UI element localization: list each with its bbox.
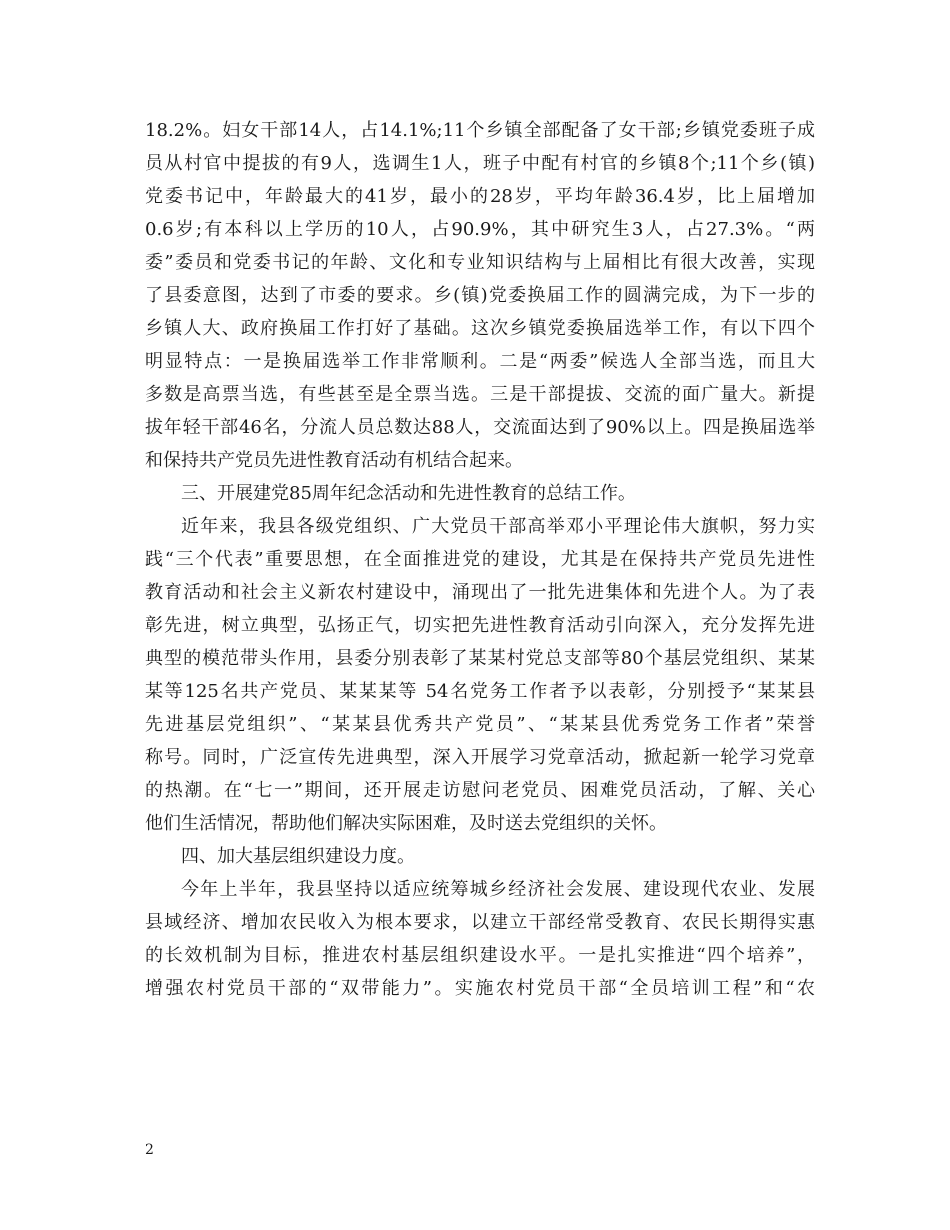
text-line: 18.2%。妇女干部14人，占14.1%;11个乡镇全部配备了女干部;乡镇党委班子成 — [145, 120, 815, 141]
text-line: 教育活动和社会主义新农村建设中，涌现出了一批先进集体和先进个人。为了表 — [145, 582, 815, 603]
text-line: 和保持共产党员先进性教育活动有机结合起来。 — [145, 450, 523, 471]
text-line: 增强农村党员干部的“双带能力”。实施农村党员干部“全员培训工程”和“农 — [145, 978, 815, 999]
text-line: 多数是高票当选，有些甚至是全票当选。三是干部提拔、交流的面广量大。新提 — [145, 384, 815, 405]
text-line: 某等125名共产党员、某某某等 54名党务工作者予以表彰，分别授予“某某县 — [145, 681, 815, 702]
text-line: 了县委意图，达到了市委的要求。乡(镇)党委换届工作的圆满完成，为下一步的 — [145, 285, 815, 306]
page-number: 2 — [145, 1142, 154, 1158]
text-line: 他们生活情况，帮助他们解决实际困难，及时送去党组织的关怀。 — [145, 813, 667, 834]
text-line: 乡镇人大、政府换届工作打好了基础。这次乡镇党委换届选举工作，有以下四个 — [145, 318, 815, 339]
text-line: 先进基层党组织”、“某某县优秀共产党员”、“某某县优秀党务工作者”荣誉 — [145, 714, 815, 735]
text-line: 拔年轻干部46名，分流人员总数达88人，交流面达到了90%以上。四是换届选举 — [145, 417, 815, 438]
text-line: 员从村官中提拔的有9人，选调生1人，班子中配有村官的乡镇8个;11个乡(镇) — [145, 153, 815, 174]
text-line: 称号。同时，广泛宣传先进典型，深入开展学习党章活动，掀起新一轮学习党章 — [145, 747, 815, 768]
document-body — [145, 114, 815, 1005]
text-line: 明显特点：一是换届选举工作非常顺利。二是“两委”候选人全部当选，而且大 — [145, 351, 815, 372]
text-line: 践“三个代表”重要思想，在全面推进党的建设，尤其是在保持共产党员先进性 — [145, 549, 815, 570]
text-line: 彰先进，树立典型，弘扬正气，切实把先进性教育活动引向深入，充分发挥先进 — [145, 615, 815, 636]
text-line: 0.6岁;有本科以上学历的10人，占90.9%，其中研究生3人，占27.3%。“两 — [145, 219, 815, 240]
text-line: 近年来，我县各级党组织、广大党员干部高举邓小平理论伟大旗帜，努力实 — [181, 516, 815, 537]
text-line: 委”委员和党委书记的年龄、文化和专业知识结构与上届相比有很大改善，实现 — [145, 252, 815, 273]
section-heading: 三、开展建党85周年纪念活动和先进性教育的总结工作。 — [181, 483, 636, 504]
text-line: 今年上半年，我县坚持以适应统筹城乡经济社会发展、建设现代农业、发展 — [181, 879, 815, 900]
text-line: 县域经济、增加农民收入为根本要求，以建立干部经常受教育、农民长期得实惠 — [145, 912, 815, 933]
text-line: 党委书记中，年龄最大的41岁，最小的28岁，平均年龄36.4岁，比上届增加 — [145, 186, 815, 207]
text-line: 典型的模范带头作用，县委分别表彰了某某村党总支部等80个基层党组织、某某 — [145, 648, 815, 669]
section-heading: 四、加大基层组织建设力度。 — [181, 846, 415, 867]
text-line: 的热潮。在“七一”期间，还开展走访慰问老党员、困难党员活动，了解、关心 — [145, 780, 815, 801]
text-line: 的长效机制为目标，推进农村基层组织建设水平。一是扎实推进“四个培养”， — [145, 945, 815, 966]
